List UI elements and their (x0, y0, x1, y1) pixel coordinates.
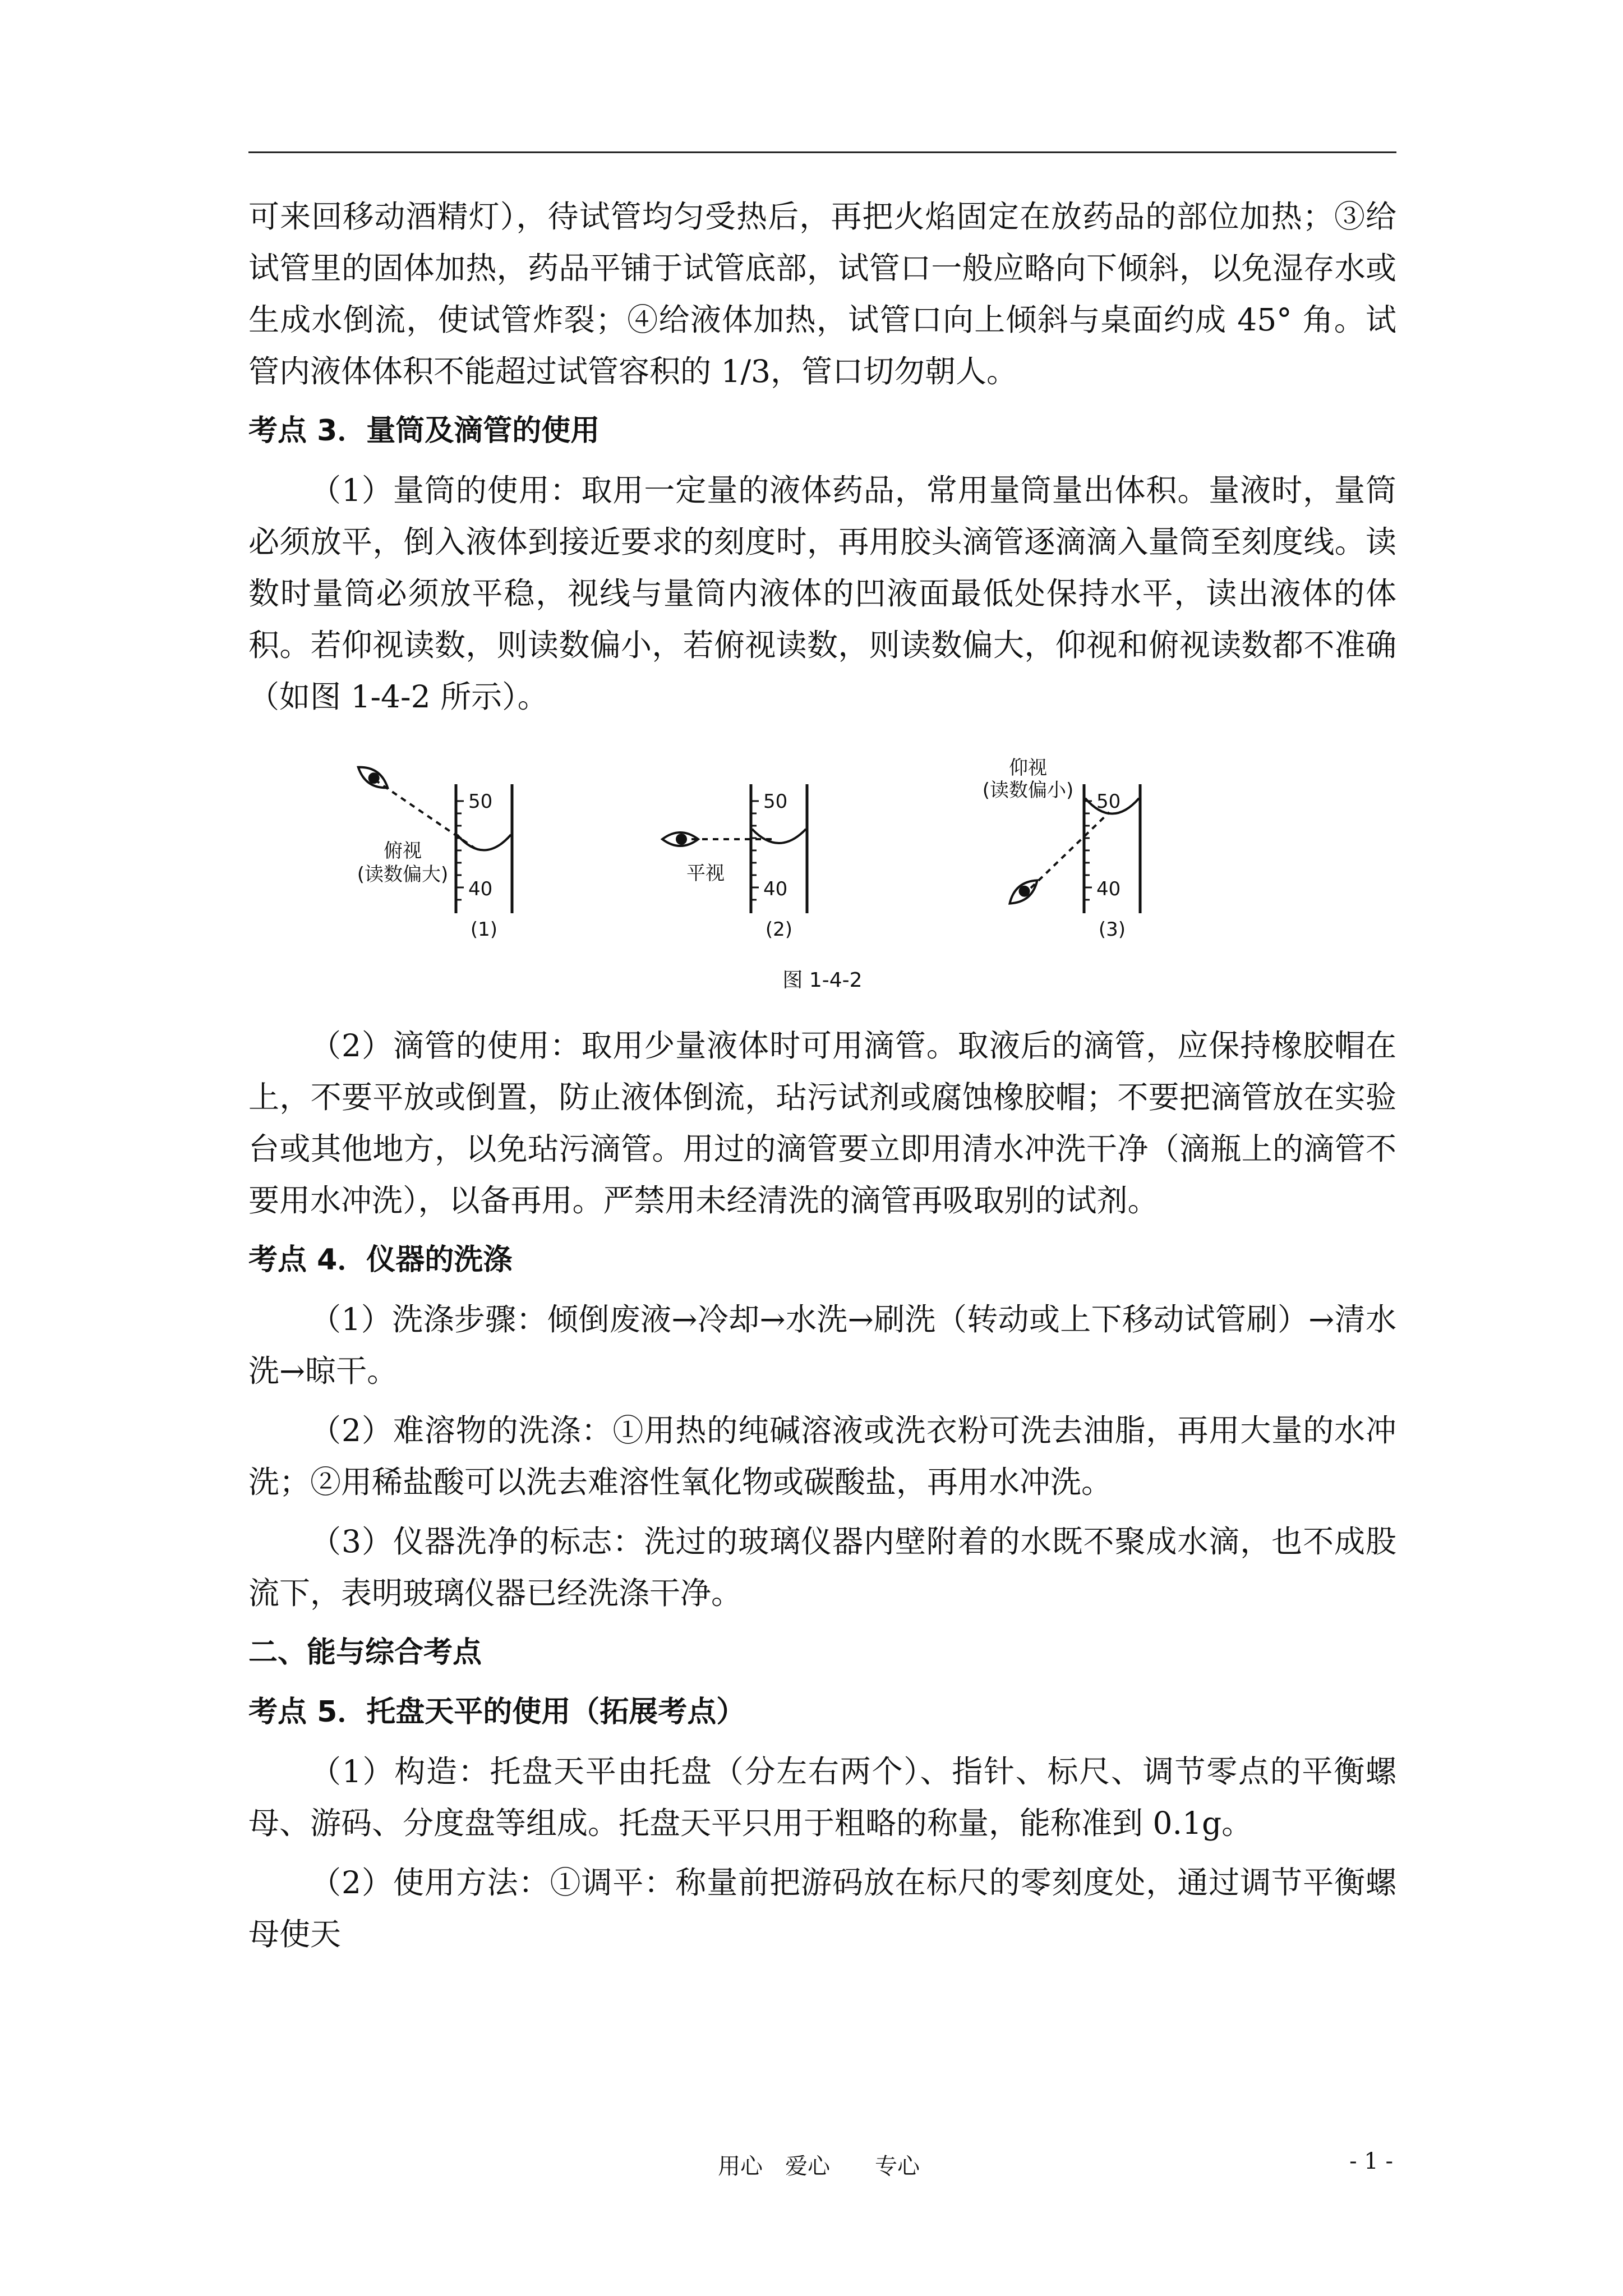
panel-note-line2: (读数偏大) (357, 863, 449, 886)
paragraph-continued: 可来回移动酒精灯），待试管均匀受热后，再把火焰固定在放药品的部位加热；③给试管里的固体加热，药品平铺于试管底部，试管口一般应略向下倾斜，以免湿存水或生成水倒流，使试管炸裂；④给液体加热，试管口向上倾斜与桌面约成 45° 角。试管内液体体积不能超过试管容积的 1/3，管口切勿朝人。 (248, 199, 1396, 389)
tick-label-50: 50 (468, 790, 493, 813)
heading-section-2: 二、能与综合考点 (248, 1636, 482, 1669)
panel-note-line1: 平视 (686, 862, 725, 885)
tick-label-50: 50 (1096, 790, 1121, 813)
panel-label: (3) (1098, 918, 1126, 941)
paragraph-wash-steps: （1）洗涤步骤：倾倒废液→冷却→水洗→刷洗（转动或上下移动试管刷）→清水洗→晾干。 (248, 1301, 1396, 1389)
footer-motto: 用心 爱心 专心 (718, 2154, 920, 2179)
eye-icon (1006, 875, 1041, 909)
tick-label-40: 40 (1096, 878, 1121, 900)
figure-caption: 图 1-4-2 (782, 969, 863, 992)
page-number: - 1 - (1349, 2148, 1393, 2174)
paragraph-graduated-cylinder: （1）量筒的使用：取用一定量的液体药品，常用量筒量出体积。量液时，量筒必须放平，倒入液体到接近要求的刻度时，再用胶头滴管逐滴滴入量筒至刻度线。读数时量筒必须放平稳，视线与量筒内液体的凹液面最低处保持水平，读出液体的体积。若仰视读数，则读数偏小，若俯视读数，则读数偏大，仰视和俯视读数都不准确（如图 1-4-2 所示）。 (248, 472, 1396, 715)
tick-label-40: 40 (468, 878, 493, 900)
panel-note-line1: 俯视 (384, 840, 422, 862)
figure-svg (248, 745, 1396, 958)
heading-point-3: 考点 3．量筒及滴管的使用 (248, 414, 600, 448)
panel-note-line1: 仰视 (1009, 757, 1047, 779)
panel-1 (354, 762, 512, 941)
tick-label-40: 40 (763, 878, 788, 900)
panel-3 (983, 757, 1140, 941)
eye-icon (354, 762, 391, 793)
panel-label: (1) (470, 918, 498, 941)
header-rule (248, 151, 1396, 153)
document-body (248, 191, 1396, 1960)
heading-point-4: 考点 4．仪器的洗涤 (248, 1243, 513, 1277)
panel-label: (2) (765, 918, 793, 941)
paragraph-dropper: （2）滴管的使用：取用少量液体时可用滴管。取液后的滴管，应保持橡胶帽在上，不要平放或倒置，防止液体倒流，玷污试剂或腐蚀橡胶帽；不要把滴管放在实验台或其他地方，以免玷污滴管。用过的滴管要立即用清水冲洗干净（滴瓶上的滴管不要用水冲洗），以备再用。严禁用未经清洗的滴管再吸取别的试剂。 (248, 1028, 1396, 1218)
panel-note-line2: (读数偏小) (982, 779, 1074, 802)
panel-2 (662, 784, 807, 941)
paragraph-balance-structure: （1）构造：托盘天平由托盘（分左右两个）、指针、标尺、调节零点的平衡螺母、游码、分度盘等组成。托盘天平只用于粗略的称量，能称准到 0.1g。 (248, 1754, 1396, 1841)
paragraph-balance-usage: （2）使用方法：①调平：称量前把游码放在标尺的零刻度处，通过调节平衡螺母使天 (248, 1865, 1396, 1952)
paragraph-clean-sign: （3）仪器洗净的标志：洗过的玻璃仪器内壁附着的水既不聚成水滴，也不成股流下，表明玻璃仪器已经洗涤干净。 (248, 1524, 1396, 1611)
figure-cylinder-reading (248, 745, 1396, 958)
heading-point-5: 考点 5．托盘天平的使用（拓展考点） (248, 1695, 746, 1729)
tick-label-50: 50 (763, 790, 788, 813)
paragraph-insoluble-wash: （2）难溶物的洗涤：①用热的纯碱溶液或洗衣粉可洗去油脂，再用大量的水冲洗；②用稀盐酸可以洗去难溶性氧化物或碳酸盐，再用水冲洗。 (248, 1412, 1396, 1500)
